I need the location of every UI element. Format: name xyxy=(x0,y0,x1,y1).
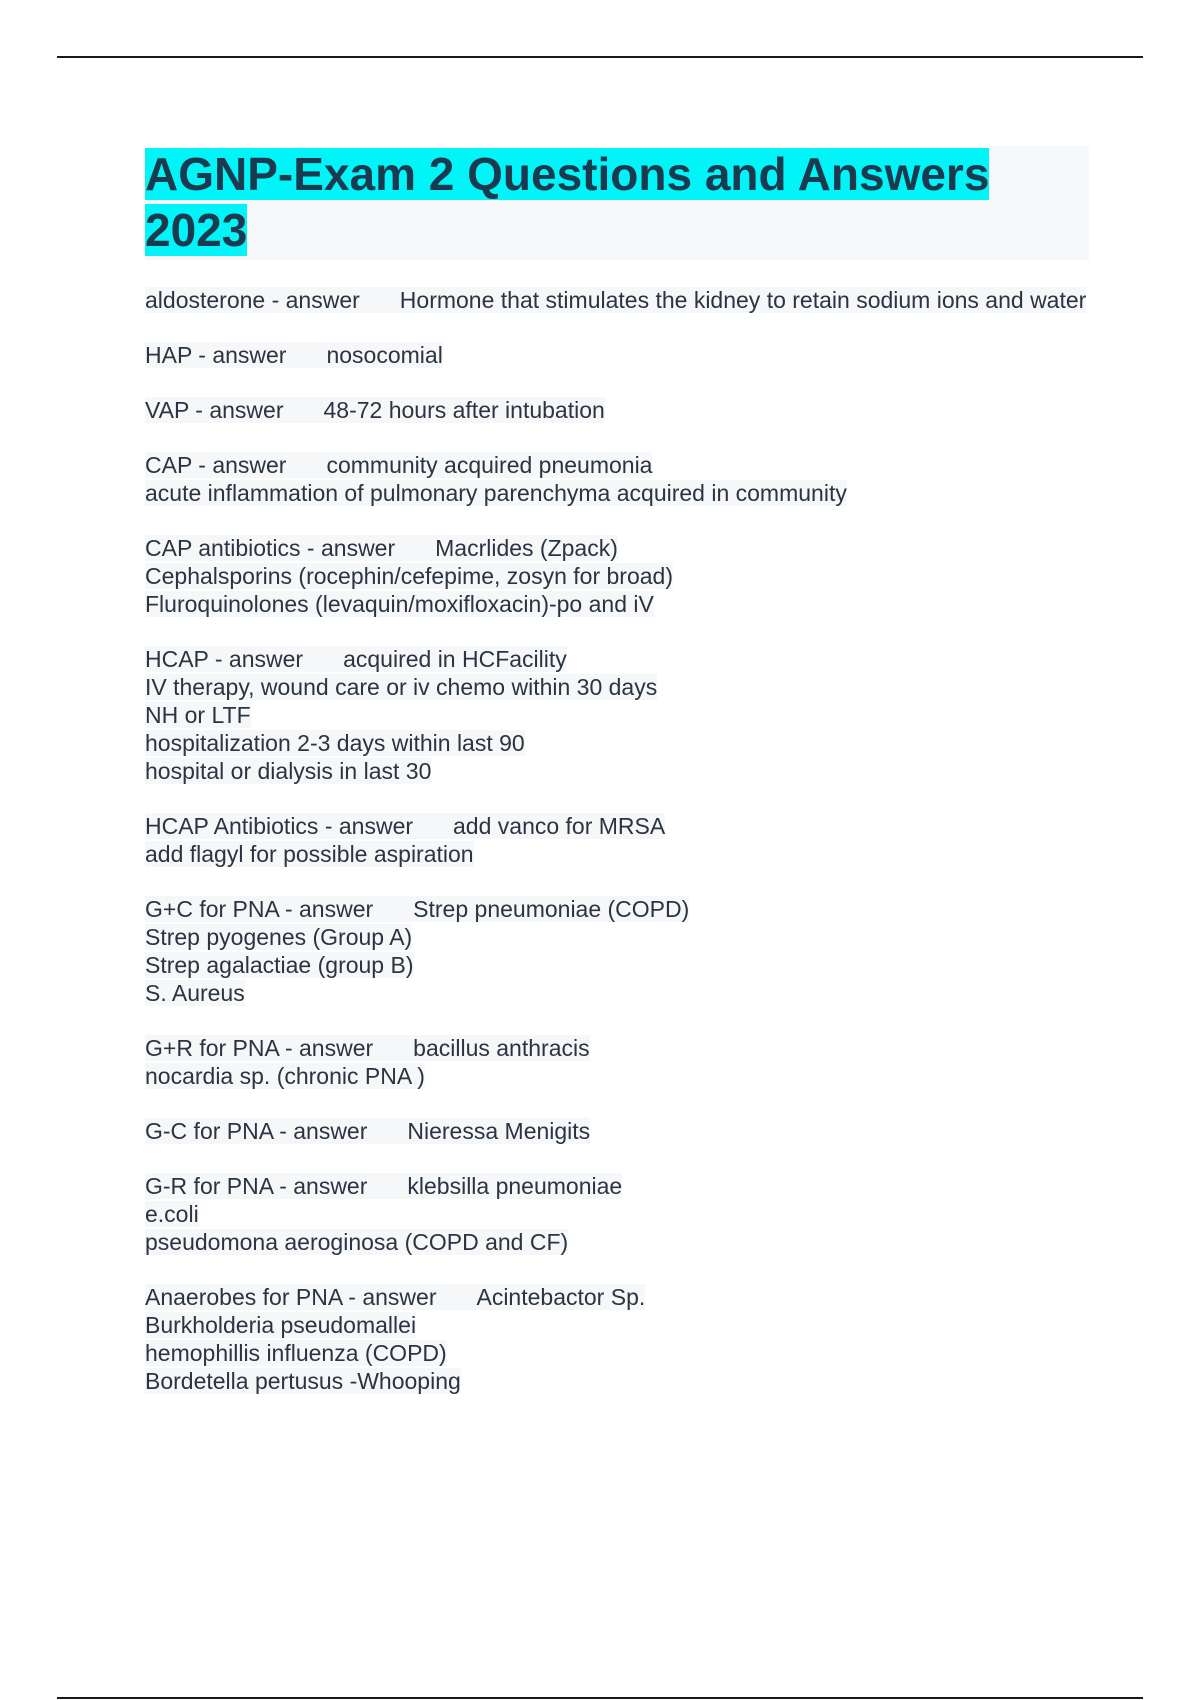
qa-first-line xyxy=(145,534,1089,562)
qa-first-line xyxy=(145,286,1089,314)
qa-answer-line: IV therapy, wound care or iv chemo within 30 days xyxy=(145,674,658,700)
qa-answer-line: nocardia sp. (chronic PNA ) xyxy=(145,1063,425,1089)
qa-term: G-R for PNA - answer xyxy=(145,1173,368,1199)
qa-term: G+C for PNA - answer xyxy=(145,896,374,922)
qa-answer-line: acquired in HCFacility xyxy=(343,646,567,672)
qa-entry-aldosterone xyxy=(145,286,1089,314)
qa-answer-line: Strep pneumoniae (COPD) xyxy=(413,896,690,922)
title-block xyxy=(145,146,1089,260)
qa-term: G-C for PNA - answer xyxy=(145,1118,368,1144)
qa-answer-line: NH or LTF xyxy=(145,702,251,728)
qa-answer-line: bacillus anthracis xyxy=(413,1035,590,1061)
qa-entry-cap xyxy=(145,451,1089,507)
qa-answer-line: Acintebactor Sp. xyxy=(476,1284,646,1310)
qa-first-line xyxy=(145,1283,1089,1311)
qa-first-line xyxy=(145,1117,1089,1145)
qa-answer-line: add flagyl for possible aspiration xyxy=(145,841,474,867)
qa-answer-line: S. Aureus xyxy=(145,980,245,1006)
qa-answer-line: pseudomona aeroginosa (COPD and CF) xyxy=(145,1229,569,1255)
qa-term: VAP - answer xyxy=(145,397,284,423)
qa-first-line xyxy=(145,645,1089,673)
qa-answer-line: community acquired pneumonia xyxy=(326,452,653,478)
qa-answer-line: acute inflammation of pulmonary parenchyma acquired in community xyxy=(145,480,847,506)
qa-term: G+R for PNA - answer xyxy=(145,1035,374,1061)
qa-answer-line: e.coli xyxy=(145,1201,199,1227)
document-title-text: AGNP-Exam 2 Questions and Answers 2023 xyxy=(145,148,990,256)
qa-answer-line: Cephalsporins (rocephin/cefepime, zosyn for broad) xyxy=(145,563,673,589)
qa-entry-gnc-pna xyxy=(145,1117,1089,1145)
qa-first-line xyxy=(145,396,1089,424)
qa-entry-gnr-pna xyxy=(145,1172,1089,1256)
qa-first-line xyxy=(145,812,1089,840)
qa-term: CAP - answer xyxy=(145,452,287,478)
qa-term: HCAP - answer xyxy=(145,646,304,672)
qa-entry-vap xyxy=(145,396,1089,424)
top-rule xyxy=(57,56,1143,58)
document-title xyxy=(145,146,1089,258)
qa-answer-line: hospitalization 2-3 days within last 90 xyxy=(145,730,525,756)
qa-term: aldosterone - answer xyxy=(145,287,360,313)
qa-first-line xyxy=(145,895,1089,923)
qa-answer-line: Nieressa Menigits xyxy=(407,1118,591,1144)
qa-answer-line: Strep pyogenes (Group A) xyxy=(145,924,413,950)
qa-answer-line: hemophillis influenza (COPD) xyxy=(145,1340,447,1366)
qa-entry-cap-antibiotics xyxy=(145,534,1089,618)
qa-term: CAP antibiotics - answer xyxy=(145,535,396,561)
qa-term: HAP - answer xyxy=(145,342,287,368)
qa-answer-line: Strep agalactiae (group B) xyxy=(145,952,414,978)
qa-term: Anaerobes for PNA - answer xyxy=(145,1284,437,1310)
qa-answer-line: klebsilla pneumoniae xyxy=(407,1173,623,1199)
qa-first-line xyxy=(145,451,1089,479)
qa-first-line xyxy=(145,341,1089,369)
qa-term: HCAP Antibiotics - answer xyxy=(145,813,414,839)
qa-first-line xyxy=(145,1172,1089,1200)
qa-entry-anaerobes-pna xyxy=(145,1283,1089,1395)
qa-answer-line: Macrlides (Zpack) xyxy=(435,535,618,561)
qa-answer-line: add vanco for MRSA xyxy=(453,813,666,839)
qa-answer-line: Burkholderia pseudomallei xyxy=(145,1312,417,1338)
qa-answer-line: Bordetella pertusus -Whooping xyxy=(145,1368,461,1394)
bottom-rule xyxy=(57,1697,1143,1699)
qa-entry-hcap xyxy=(145,645,1089,785)
qa-entry-gpr-pna xyxy=(145,1034,1089,1090)
qa-answer-line: nosocomial xyxy=(326,342,443,368)
qa-answer-line: hospital or dialysis in last 30 xyxy=(145,758,432,784)
qa-entry-hcap-antibiotics xyxy=(145,812,1089,868)
qa-entry-gpc-pna xyxy=(145,895,1089,1007)
document-body xyxy=(145,146,1089,1422)
qa-answer-line: 48-72 hours after intubation xyxy=(323,397,605,423)
qa-answer-line: Fluroquinolones (levaquin/moxifloxacin)-po and iV xyxy=(145,591,654,617)
qa-entry-hap xyxy=(145,341,1089,369)
qa-answer-line: Hormone that stimulates the kidney to retain sodium ions and water xyxy=(399,287,1087,313)
qa-first-line xyxy=(145,1034,1089,1062)
